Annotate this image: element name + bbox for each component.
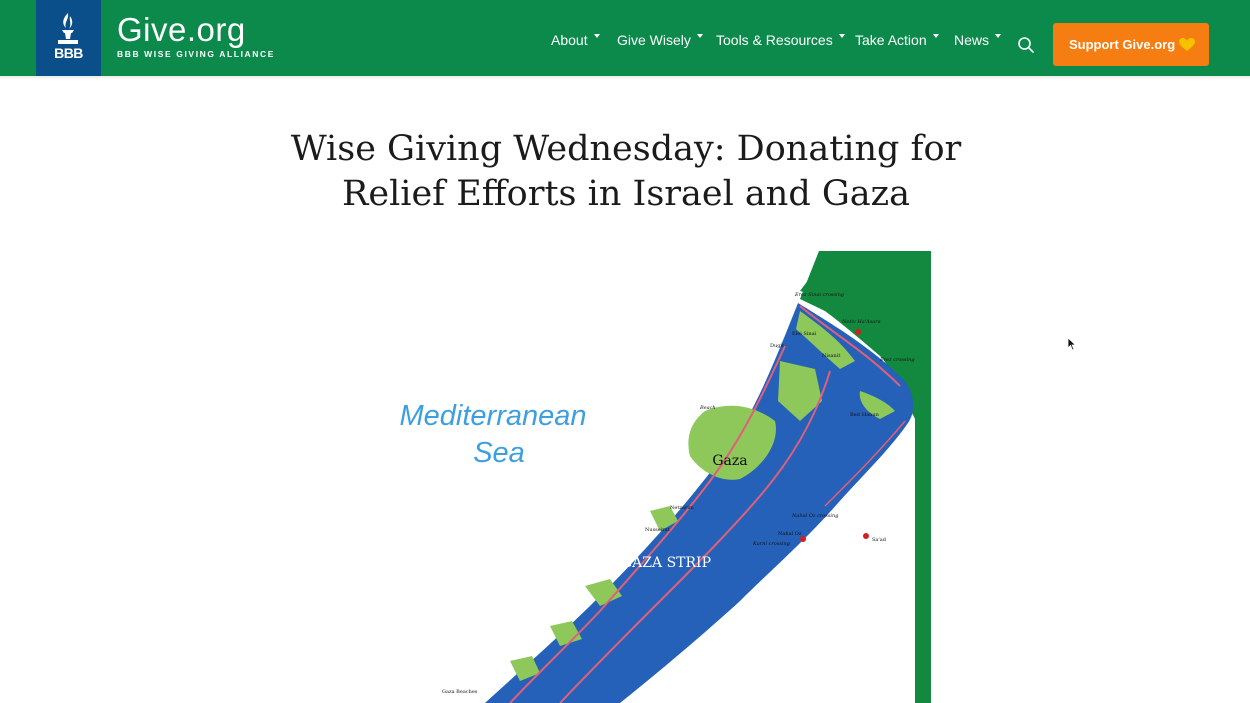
map-small-label: Beit Hanun — [850, 412, 879, 418]
map-sea-label-line-2: Sea — [473, 437, 525, 469]
map-small-label: Erez Sinai crossing — [795, 292, 844, 298]
nav-about[interactable] — [551, 32, 600, 48]
map-small-label: Beach — [700, 405, 716, 411]
support-button[interactable] — [1053, 23, 1209, 66]
caret-down-icon — [933, 34, 939, 38]
caret-down-icon — [839, 34, 845, 38]
map-small-label: Gaza Beaches — [442, 689, 478, 695]
map-small-label: Netiv Ha'Asara — [842, 319, 881, 325]
map-small-label: Nahal Oz crossing — [792, 513, 839, 519]
nav-news[interactable] — [954, 32, 1001, 48]
caret-down-icon — [697, 34, 703, 38]
bbb-logo-text: BBB — [54, 45, 83, 61]
map-settlement-dot — [863, 533, 869, 539]
map-small-label: Elei Sinai — [792, 331, 817, 337]
map-small-label: Karni crossing — [753, 541, 790, 547]
map-settlement-dot — [855, 329, 861, 335]
article-title — [250, 127, 1002, 217]
map-small-label: Nisanit — [822, 353, 841, 359]
nav-news-label: News — [954, 32, 990, 48]
heart-icon — [1179, 38, 1195, 52]
mouse-cursor-icon — [1067, 337, 1077, 351]
map-small-label: Erez crossing — [880, 357, 915, 363]
article-title-line-1: Wise Giving Wednesday: Donating for — [290, 129, 962, 169]
bbb-logo[interactable] — [36, 0, 101, 76]
map-strip-label: GAZA STRIP — [620, 555, 712, 571]
map-small-label: Nusseirat — [645, 527, 670, 533]
support-button-label: Support Give.org — [1069, 37, 1176, 52]
header-shadow — [0, 76, 1250, 80]
gaza-strip-map — [360, 251, 931, 703]
map-small-label: Sa'ad — [872, 537, 886, 543]
map-small-label: Nahal Oz — [778, 531, 802, 537]
nav-about-label: About — [551, 32, 588, 48]
nav-tools-resources[interactable] — [716, 32, 845, 48]
map-small-label: Dugit — [770, 343, 785, 349]
torch-icon — [50, 12, 86, 46]
caret-down-icon — [995, 34, 1001, 38]
map-sea-label-line-1: Mediterranean — [399, 400, 587, 432]
nav-take-action-label: Take Action — [855, 32, 927, 48]
search-icon[interactable] — [1017, 36, 1035, 54]
nav-tools-resources-label: Tools & Resources — [716, 32, 833, 48]
article-title-line-2: Relief Efforts in Israel and Gaza — [342, 174, 910, 214]
map-small-label: Netzarim — [670, 505, 694, 511]
brand-name[interactable]: Give.org — [117, 11, 246, 48]
map-city-label: Gaza — [712, 453, 748, 469]
nav-give-wisely-label: Give Wisely — [617, 32, 691, 48]
brand-tagline: BBB WISE GIVING ALLIANCE — [117, 49, 276, 59]
nav-take-action[interactable] — [855, 32, 939, 48]
nav-give-wisely[interactable] — [617, 32, 703, 48]
caret-down-icon — [594, 34, 600, 38]
